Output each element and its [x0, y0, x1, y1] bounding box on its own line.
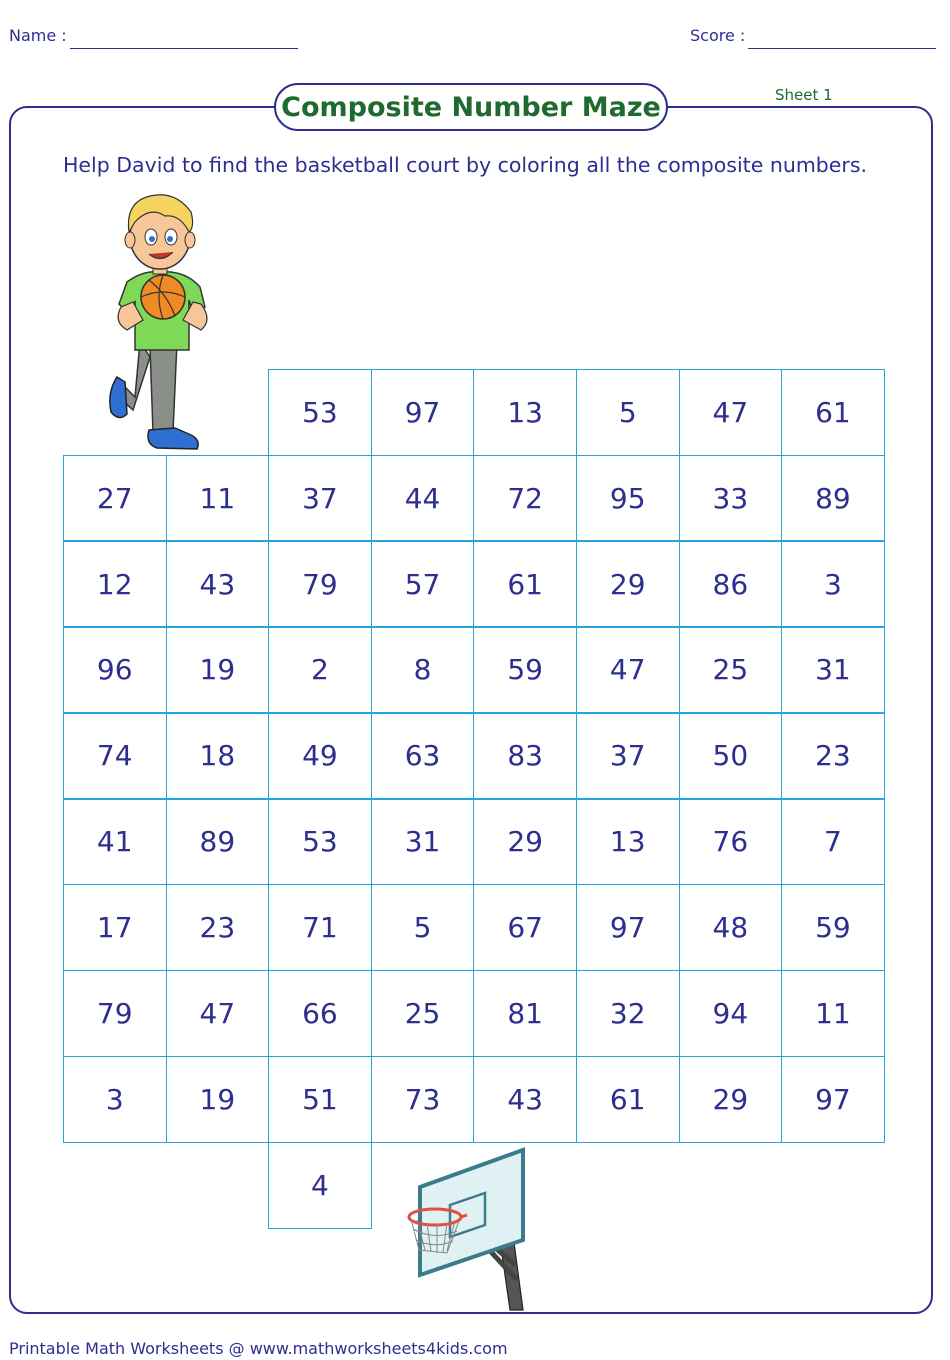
maze-cell[interactable]: 3	[63, 1056, 167, 1143]
maze-cell[interactable]: 29	[473, 799, 577, 886]
maze-cell[interactable]: 37	[576, 713, 680, 800]
boy-with-basketball-icon	[105, 192, 215, 452]
maze-cell[interactable]: 95	[576, 455, 680, 542]
maze-cell[interactable]: 25	[679, 627, 783, 714]
maze-cell[interactable]: 25	[371, 970, 475, 1057]
maze-cell[interactable]: 53	[268, 369, 372, 456]
maze-cell[interactable]: 71	[268, 884, 372, 971]
maze-cell[interactable]: 72	[473, 455, 577, 542]
maze-cell[interactable]: 61	[473, 541, 577, 628]
maze-cell[interactable]: 18	[166, 713, 270, 800]
maze-cell[interactable]: 53	[268, 799, 372, 886]
maze-cell[interactable]: 41	[63, 799, 167, 886]
maze-cell[interactable]: 79	[63, 970, 167, 1057]
maze-cell[interactable]: 29	[576, 541, 680, 628]
maze-cell[interactable]: 89	[166, 799, 270, 886]
maze-cell[interactable]: 44	[371, 455, 475, 542]
maze-cell[interactable]: 23	[781, 713, 885, 800]
page-title: Composite Number Maze	[274, 83, 668, 131]
maze-cell[interactable]: 67	[473, 884, 577, 971]
maze-cell[interactable]: 19	[166, 627, 270, 714]
name-field[interactable]	[70, 48, 298, 49]
maze-cell[interactable]: 11	[781, 970, 885, 1057]
maze-cell[interactable]: 89	[781, 455, 885, 542]
sheet-label: Sheet 1	[775, 86, 833, 104]
maze-cell[interactable]: 97	[371, 369, 475, 456]
maze-cell[interactable]: 74	[63, 713, 167, 800]
maze-cell[interactable]: 3	[781, 541, 885, 628]
maze-cell[interactable]: 59	[781, 884, 885, 971]
maze-cell[interactable]: 5	[576, 369, 680, 456]
maze-cell[interactable]: 31	[371, 799, 475, 886]
maze-cell[interactable]: 43	[166, 541, 270, 628]
score-label: Score :	[690, 26, 746, 45]
maze-cell[interactable]: 73	[371, 1056, 475, 1143]
footer-label: Printable Math Worksheets @	[9, 1339, 250, 1358]
maze-cell[interactable]: 37	[268, 455, 372, 542]
maze-cell[interactable]: 47	[166, 970, 270, 1057]
maze-cell[interactable]: 5	[371, 884, 475, 971]
maze-cell[interactable]: 33	[679, 455, 783, 542]
maze-cell[interactable]: 47	[576, 627, 680, 714]
maze-cell[interactable]: 32	[576, 970, 680, 1057]
maze-cell[interactable]: 61	[576, 1056, 680, 1143]
maze-cell[interactable]: 27	[63, 455, 167, 542]
maze-cell[interactable]: 59	[473, 627, 577, 714]
maze-cell[interactable]: 79	[268, 541, 372, 628]
maze-cell[interactable]: 17	[63, 884, 167, 971]
maze-cell[interactable]: 63	[371, 713, 475, 800]
maze-cell[interactable]: 11	[166, 455, 270, 542]
maze-cell[interactable]: 4	[268, 1142, 372, 1229]
maze-cell[interactable]: 48	[679, 884, 783, 971]
maze-cell[interactable]: 49	[268, 713, 372, 800]
maze-cell[interactable]: 66	[268, 970, 372, 1057]
maze-cell[interactable]: 12	[63, 541, 167, 628]
maze-cell[interactable]: 57	[371, 541, 475, 628]
maze-cell[interactable]: 50	[679, 713, 783, 800]
maze-cell[interactable]: 43	[473, 1056, 577, 1143]
maze-cell[interactable]: 81	[473, 970, 577, 1057]
maze-cell[interactable]: 96	[63, 627, 167, 714]
basketball-hoop-icon	[405, 1145, 540, 1313]
website-link[interactable]: www.mathworksheets4kids.com	[249, 1339, 508, 1358]
maze-cell[interactable]: 86	[679, 541, 783, 628]
maze-cell[interactable]: 97	[781, 1056, 885, 1143]
maze-cell[interactable]: 97	[576, 884, 680, 971]
maze-cell[interactable]: 94	[679, 970, 783, 1057]
maze-cell[interactable]: 13	[576, 799, 680, 886]
maze-cell[interactable]: 13	[473, 369, 577, 456]
score-field[interactable]	[748, 48, 936, 49]
maze-cell[interactable]: 7	[781, 799, 885, 886]
maze-cell[interactable]: 83	[473, 713, 577, 800]
name-label: Name :	[9, 26, 67, 45]
instructions: Help David to find the basketball court by coloring all the composite numbers.	[63, 153, 868, 177]
maze-cell[interactable]: 51	[268, 1056, 372, 1143]
maze-cell[interactable]: 61	[781, 369, 885, 456]
maze-cell[interactable]: 47	[679, 369, 783, 456]
maze-cell[interactable]: 23	[166, 884, 270, 971]
maze-cell[interactable]: 8	[371, 627, 475, 714]
maze-cell[interactable]: 2	[268, 627, 372, 714]
maze-cell[interactable]: 19	[166, 1056, 270, 1143]
footer	[9, 1339, 508, 1358]
maze-cell[interactable]: 31	[781, 627, 885, 714]
maze-cell[interactable]: 29	[679, 1056, 783, 1143]
maze-cell[interactable]: 76	[679, 799, 783, 886]
